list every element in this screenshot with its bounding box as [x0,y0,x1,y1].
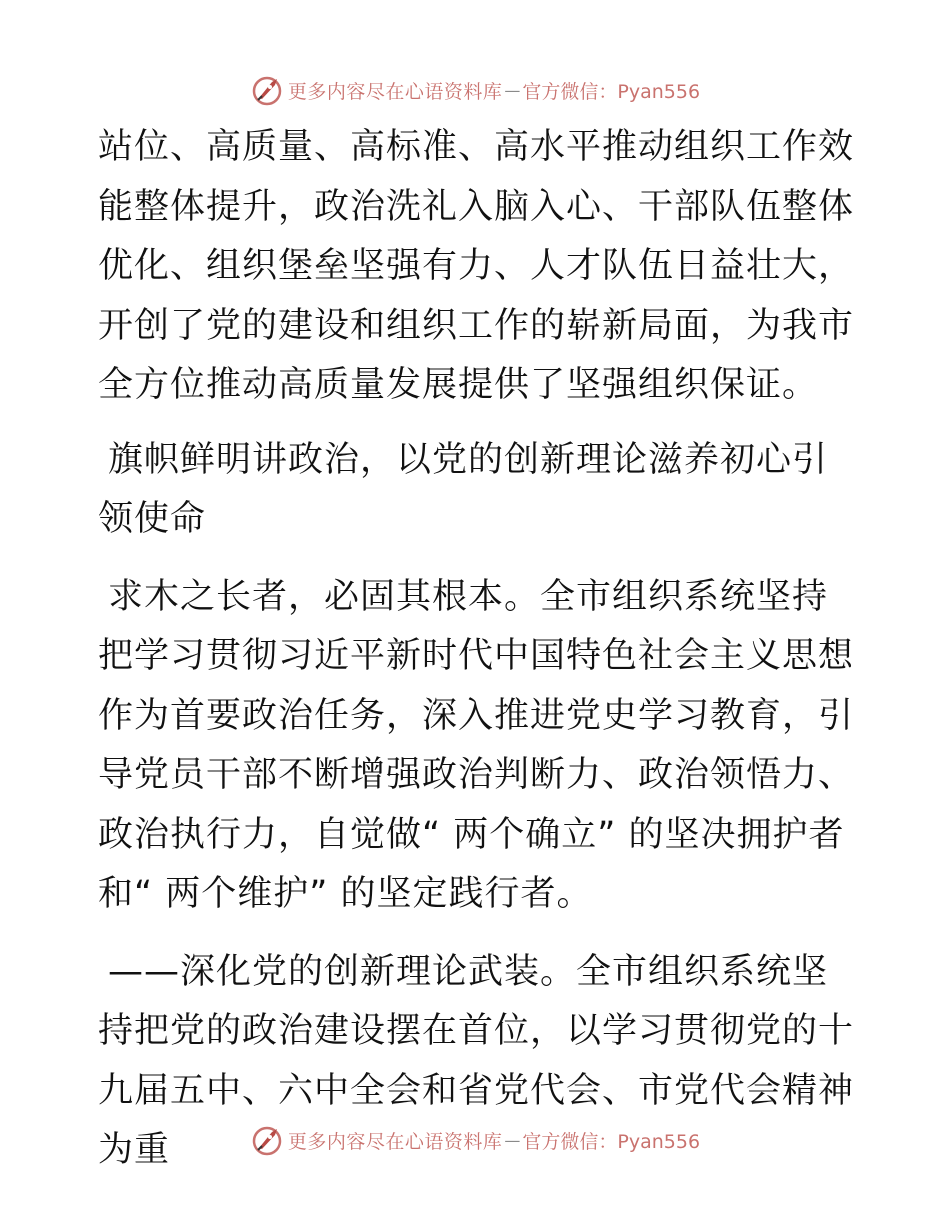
section-heading: 旗帜鲜明讲政治，以党的创新理论滋养初心引领使命 [98,439,829,539]
quill-pen-logo-icon [250,1123,284,1157]
paragraph-body: 求木之长者，必固其根本。全市组织系统坚持把学习贯彻习近平新时代中国特色社会主义思想作为首要政治任务，深入推进党史学习教育，引导党员干部不断增强政治判断力、政治领悟力、政治执行力，自觉做“ 两个确立” 的坚决拥护者和“ 两个维护” 的坚定践行者。 [98,576,855,914]
footer-watermark [0,1120,950,1160]
watermark-text: 更多内容尽在心语资料库 [287,1130,503,1153]
watermark-separator: — [504,80,521,100]
header-watermark [0,70,950,110]
watermark-text: 更多内容尽在心语资料库 [287,80,503,103]
watermark-wechat: 官方微信：Pyan556 [522,1130,701,1153]
paragraph-body: ——深化党的创新理论武装。全市组织系统坚持把党的政治建设摆在首位，以学习贯彻党的十九届五中、六中全会和省党代会、市党代会精神为重 [98,951,855,1170]
paragraph-continuation: 站位、高质量、高标准、高水平推动组织工作效能整体提升，政治洗礼入脑入心、干部队伍整体优化、组织堡垒坚强有力、人才队伍日益壮大，开创了党的建设和组织工作的崭新局面，为我市全方位推动高质量发展提供了坚强组织保证。 [98,127,855,405]
quill-pen-logo-icon [250,73,284,107]
watermark-separator: — [504,1130,521,1150]
watermark-wechat: 官方微信：Pyan556 [522,80,701,103]
document-body [98,118,858,1181]
